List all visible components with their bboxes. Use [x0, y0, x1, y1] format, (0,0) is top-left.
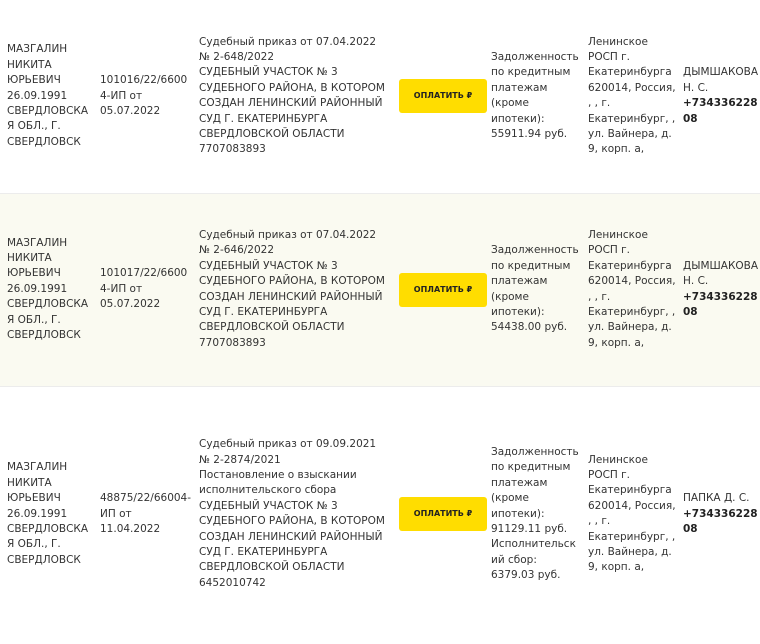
table-row — [0, 0, 760, 193]
bailiff-cell — [681, 193, 760, 386]
bailiff-name: ПАПКА Д. С. — [683, 492, 750, 505]
bailiff-name: ДЫМШАКОВА Н. С. — [683, 66, 759, 94]
enforcement-number-cell: 101017/22/66004-ИП от 05.07.2022 — [97, 193, 196, 386]
bailiff-cell — [681, 386, 760, 642]
debtor-cell: МАЗГАЛИН НИКИТА ЮРЬЕВИЧ 26.09.1991 СВЕРДЛОВСКАЯ ОБЛ., Г. СВЕРДЛОВСК — [0, 386, 97, 642]
department-cell: Ленинское РОСП г. Екатеринбурга 620014, Россия, , , г. Екатеринбург, , ул. Вайнера, д. 9, корп. а, — [585, 193, 681, 386]
pay-cell — [394, 386, 488, 642]
enforcement-number-cell: 101016/22/66004-ИП от 05.07.2022 — [97, 0, 196, 193]
subject-amount-cell: Задолженность по кредитным платежам (кроме ипотеки): 54438.00 руб. — [488, 193, 585, 386]
pay-button[interactable]: ОПЛАТИТЬ ₽ — [399, 79, 487, 113]
bailiff-phone: +73433622808 — [683, 290, 758, 318]
enforcement-number-cell: 48875/22/66004-ИП от 11.04.2022 — [97, 386, 196, 642]
bailiff-name: ДЫМШАКОВА Н. С. — [683, 259, 759, 288]
department-cell: Ленинское РОСП г. Екатеринбурга 620014, Россия, , , г. Екатеринбург, , ул. Вайнера, д. 9, корп. а, — [585, 0, 681, 193]
bailiff-phone: +73433622808 — [683, 97, 758, 125]
department-cell: Ленинское РОСП г. Екатеринбурга 620014, Россия, , , г. Екатеринбург, , ул. Вайнера, д. 9, корп. а, — [585, 386, 681, 642]
subject-amount-cell: Задолженность по кредитным платежам (кроме ипотеки): 91129.11 руб. Исполнительский сбор: 6379.03 руб. — [488, 386, 585, 642]
executive-document-text: Судебный приказ от 07.04.2022 № 2-646/2022 СУДЕБНЫЙ УЧАСТОК № 3 СУДЕБНОГО РАЙОНА, В КОТОРОМ СОЗДАН ЛЕНИНСКИЙ РАЙОННЫЙ СУД Г. ЕКАТЕРИНБУРГА СВЕРДЛОВСКОЙ ОБЛАСТИ 7707083893 — [199, 228, 385, 349]
debtor-cell: МАЗГАЛИН НИКИТА ЮРЬЕВИЧ 26.09.1991 СВЕРДЛОВСКАЯ ОБЛ., Г. СВЕРДЛОВСК — [0, 0, 97, 193]
subject-amount-cell: Задолженность по кредитным платежам (кроме ипотеки): 55911.94 руб. — [488, 0, 585, 193]
pay-cell — [394, 0, 488, 193]
debtor-cell: МАЗГАЛИН НИКИТА ЮРЬЕВИЧ 26.09.1991 СВЕРДЛОВСКАЯ ОБЛ., Г. СВЕРДЛОВСК — [0, 193, 97, 386]
table-row — [0, 386, 760, 642]
executive-document-cell — [196, 386, 394, 642]
pay-cell — [394, 193, 488, 386]
bailiff-phone: +73433622808 — [683, 507, 758, 535]
executive-document-cell — [196, 0, 394, 193]
table-row — [0, 193, 760, 386]
executive-document-text: Судебный приказ от 07.04.2022 № 2-648/2022 СУДЕБНЫЙ УЧАСТОК № 3 СУДЕБНОГО РАЙОНА, В КОТОРОМ СОЗДАН ЛЕНИНСКИЙ РАЙОННЫЙ СУД Г. ЕКАТЕРИНБУРГА СВЕРДЛОВСКОЙ ОБЛАСТИ 7707083893 — [199, 35, 385, 156]
pay-button[interactable]: ОПЛАТИТЬ ₽ — [399, 497, 487, 531]
executive-document-cell — [196, 193, 394, 386]
bailiff-cell — [681, 0, 760, 193]
pay-button[interactable]: ОПЛАТИТЬ ₽ — [399, 273, 487, 307]
executive-document-text: Судебный приказ от 09.09.2021 № 2-2874/2021 Постановление о взыскании исполнительского сбора СУДЕБНЫЙ УЧАСТОК № 3 СУДЕБНОГО РАЙОНА, В КОТОРОМ СОЗДАН ЛЕНИНСКИЙ РАЙОННЫЙ СУД Г. ЕКАТЕРИНБУРГА СВЕРДЛОВСКОЙ ОБЛАСТИ 6452010742 — [199, 438, 385, 589]
